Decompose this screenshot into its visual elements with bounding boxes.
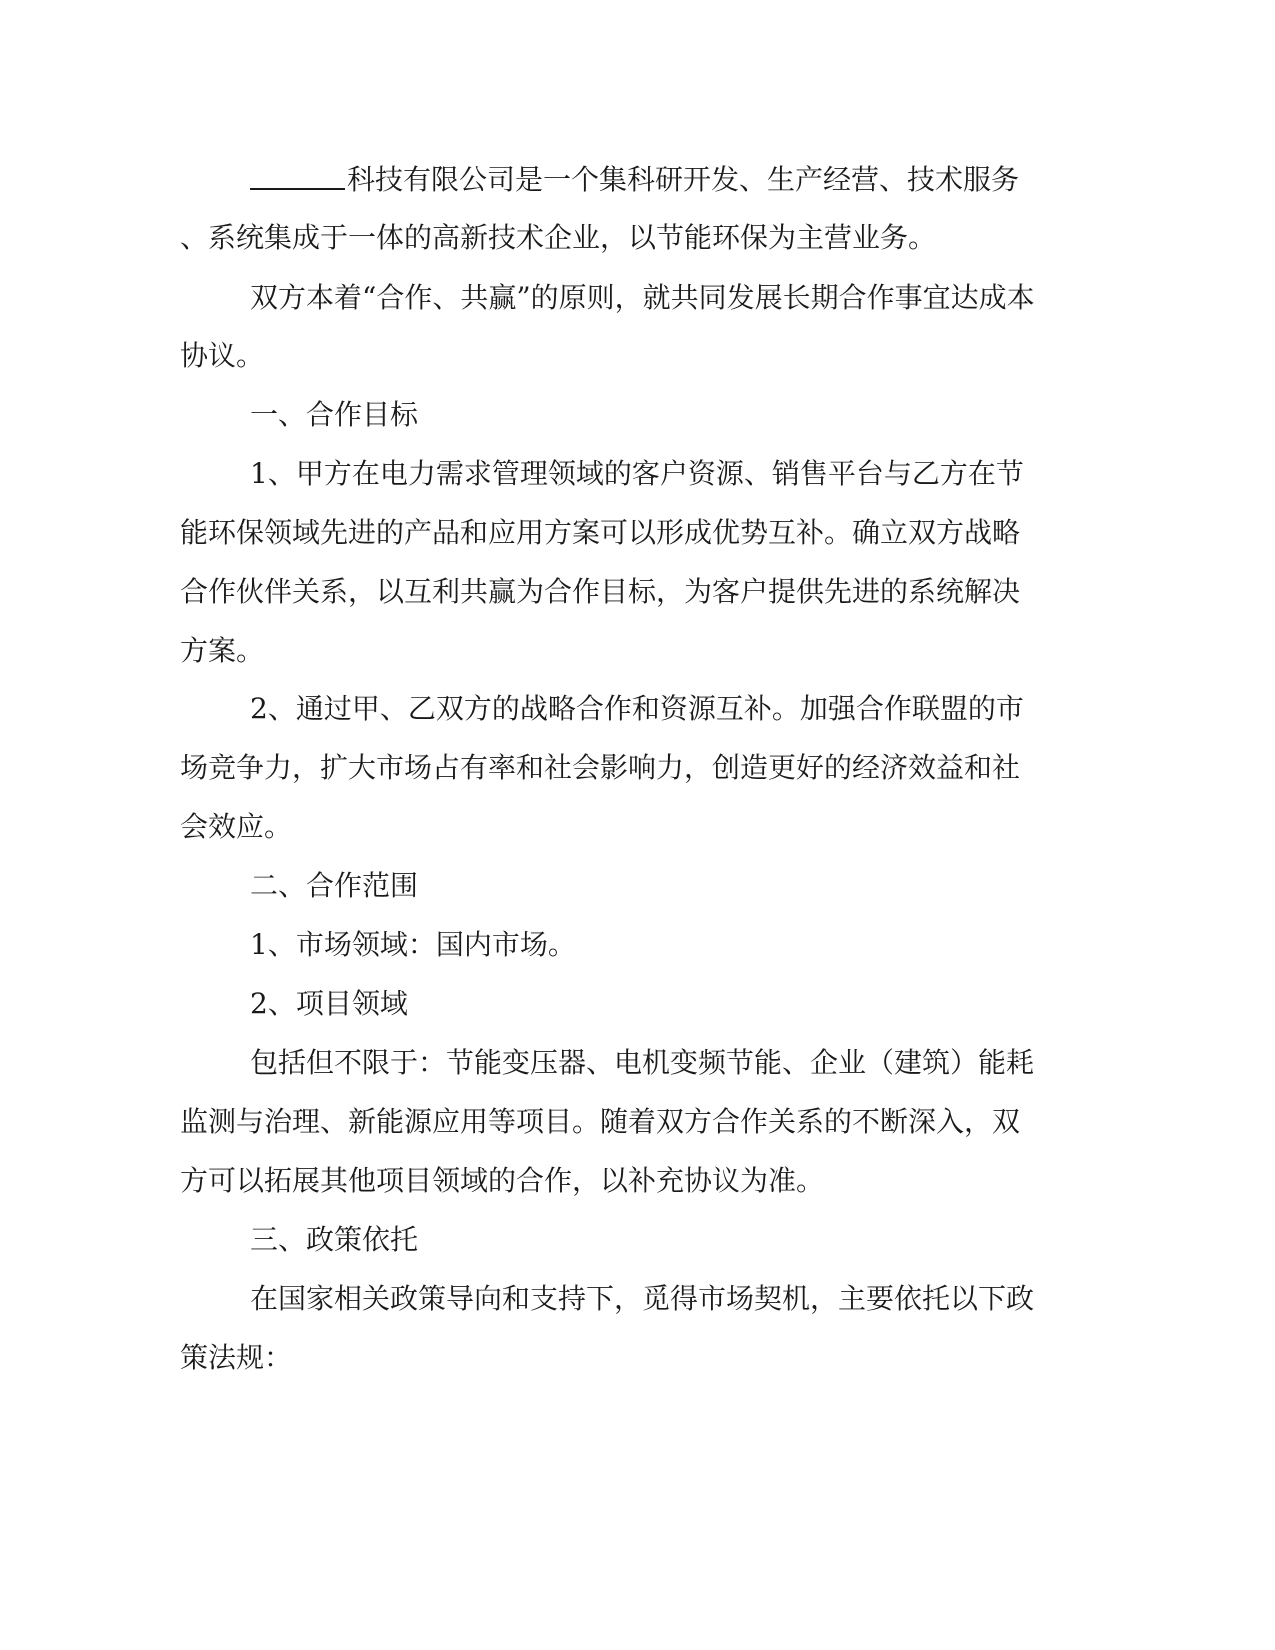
text-line: 监测与治理、新能源应用等项目。随着双方合作关系的不断深入，双 [180, 1105, 1021, 1138]
text-line: 会效应。 [180, 810, 293, 843]
section-heading: 一、合作目标 [250, 398, 419, 431]
text-line: 包括但不限于：节能变压器、电机变频节能、企业（建筑）能耗 [250, 1046, 1035, 1079]
section-heading: 三、政策依托 [250, 1223, 419, 1256]
text-line: 策法规： [180, 1341, 293, 1374]
text-line: 方可以拓展其他项目领域的合作，以补充协议为准。 [180, 1164, 825, 1197]
text-line: 能环保领域先进的产品和应用方案可以形成优势互补。确立双方战略 [180, 516, 1021, 549]
text-line: 在国家相关政策导向和支持下，觅得市场契机，主要依托以下政 [250, 1282, 1035, 1315]
text-line: 合作伙伴关系，以互利共赢为合作目标，为客户提供先进的系统解决 [180, 575, 1021, 608]
section-heading: 二、合作范围 [250, 869, 419, 902]
text-line: 2、项目领域 [250, 987, 408, 1020]
text-line [250, 160, 1020, 200]
text-line: 、系统集成于一体的高新技术企业，以节能环保为主营业务。 [180, 221, 937, 254]
text-line: 2、通过甲、乙双方的战略合作和资源互补。加强合作联盟的市 [250, 692, 1024, 725]
text-line: 双方本着“合作、共赢”的原则，就共同发展长期合作事宜达成本 [250, 281, 1035, 314]
blank-underline [250, 188, 345, 190]
text-line: 1、甲方在电力需求管理领域的客户资源、销售平台与乙方在节 [250, 457, 1024, 490]
text-line: 场竞争力，扩大市场占有率和社会影响力，创造更好的经济效益和社 [180, 751, 1021, 784]
text-line: 方案。 [180, 634, 265, 667]
text-line: 协议。 [180, 339, 265, 372]
text-line-content: 科技有限公司是一个集科研开发、生产经营、技术服务 [347, 163, 1020, 196]
text-line: 1、市场领域：国内市场。 [250, 928, 576, 961]
